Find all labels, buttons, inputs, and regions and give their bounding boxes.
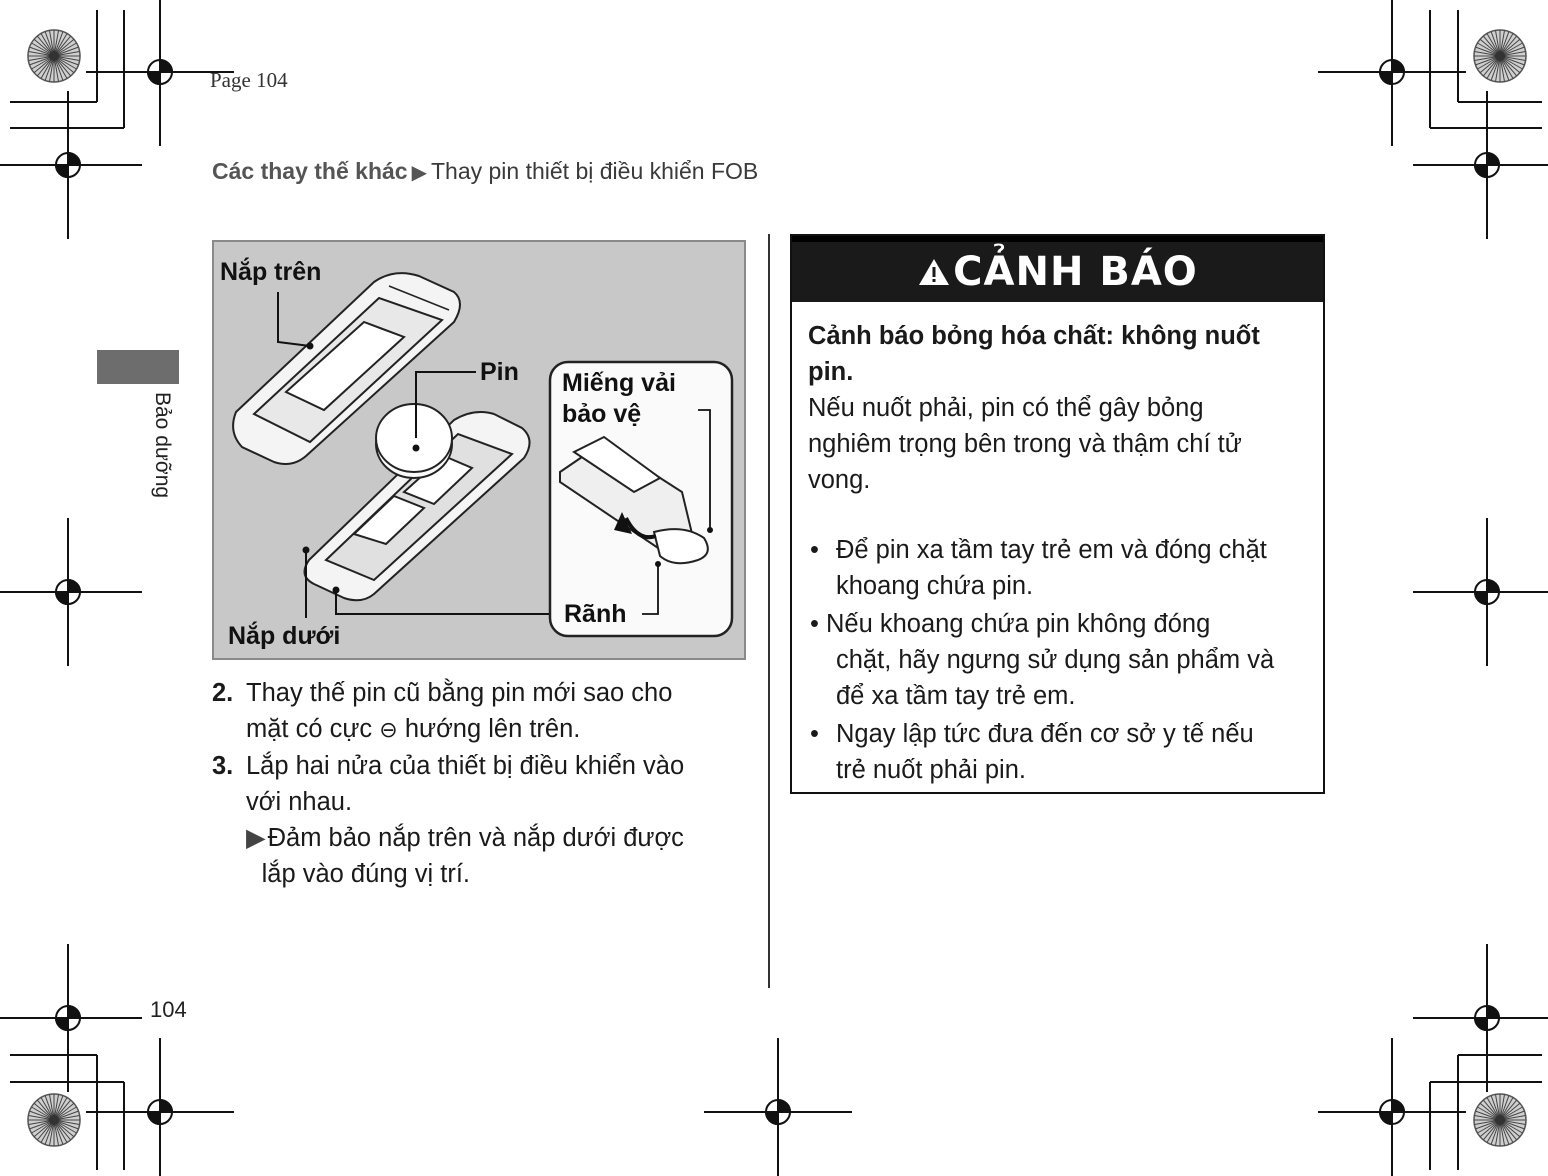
chapter-tab xyxy=(97,350,179,384)
step-text: Lắp hai nửa của thiết bị điều khiển vào xyxy=(246,752,685,780)
step-text: với nhau. xyxy=(246,788,353,816)
fob-illustration xyxy=(214,242,744,658)
bullet-text: Nếu khoang chứa pin không đóng xyxy=(826,610,1211,638)
warning-body xyxy=(792,302,1323,788)
note-text: Đảm bảo nắp trên và nắp dưới được xyxy=(267,824,684,852)
warning-heading: CẢNH BÁO xyxy=(953,249,1198,295)
warning-bullet xyxy=(808,716,1309,788)
registration-crosshair-icon xyxy=(0,518,142,666)
color-rosette-icon xyxy=(28,1094,80,1146)
warning-title-line: Cảnh báo bỏng hóa chất: không nuốt xyxy=(808,322,1260,350)
warning-bullet xyxy=(808,532,1309,604)
label-protective-cloth-line2: bảo vệ xyxy=(562,400,642,428)
step-text: mặt có cực xyxy=(246,715,373,743)
chapter-tab-label: Bảo dưỡng xyxy=(151,392,174,499)
label-top-cover: Nắp trên xyxy=(220,258,322,286)
label-protective-cloth-line1: Miếng vải xyxy=(562,369,676,397)
warning-box xyxy=(790,234,1325,794)
fob-battery-figure xyxy=(212,240,746,660)
step-3-note xyxy=(246,820,752,892)
note-arrow-icon: ▶ xyxy=(246,824,266,852)
step-number: 2. xyxy=(212,679,234,707)
warning-text-line: nghiêm trọng bên trong và thậm chí tử xyxy=(808,430,1242,458)
warning-text-line: vong. xyxy=(808,466,871,494)
procedure-steps xyxy=(212,675,752,892)
registration-crosshair-icon xyxy=(1413,91,1548,239)
bullet-text: Để pin xa tầm tay trẻ em và đóng chặt xyxy=(836,536,1267,564)
step-number: 3. xyxy=(212,752,234,780)
registration-crosshair-icon xyxy=(0,944,142,1092)
warning-bullets xyxy=(808,532,1309,788)
breadcrumb-topic: Thay pin thiết bị điều khiển FOB xyxy=(430,158,759,184)
color-rosette-icon xyxy=(1474,1094,1526,1146)
warning-triangle-icon xyxy=(917,257,951,287)
note-text: lắp vào đúng vị trí. xyxy=(261,860,470,888)
warning-title-line: pin. xyxy=(808,358,854,386)
bullet-text: Ngay lập tức đưa đến cơ sở y tế nếu xyxy=(836,720,1254,748)
bullet-text: khoang chứa pin. xyxy=(836,572,1034,600)
registration-crosshair-icon xyxy=(1318,0,1466,146)
breadcrumb-section: Các thay thế khác xyxy=(212,158,408,184)
breadcrumb-arrow-icon: ▶ xyxy=(411,162,427,184)
negative-terminal-icon: ⊖ xyxy=(379,717,398,742)
bullet-dot: • xyxy=(810,720,819,748)
step-3 xyxy=(212,748,752,820)
label-protective-cloth xyxy=(562,368,676,430)
warning-bullet xyxy=(808,606,1309,714)
registration-crosshair-icon xyxy=(1318,1038,1466,1176)
warning-header xyxy=(792,236,1323,302)
step-text: Thay thế pin cũ bằng pin mới sao cho xyxy=(246,679,673,707)
step-2 xyxy=(212,675,752,748)
bullet-dot: • xyxy=(810,536,819,564)
registration-crosshair-icon xyxy=(1413,518,1548,666)
warning-text-line: Nếu nuốt phải, pin có thể gây bỏng xyxy=(808,394,1204,422)
bullet-text: chặt, hãy ngưng sử dụng sản phẩm và xyxy=(836,646,1275,674)
warning-title xyxy=(808,318,1309,390)
color-rosette-icon xyxy=(1474,30,1526,82)
registration-crosshair-icon xyxy=(0,91,142,239)
page-label: Page 104 xyxy=(210,68,288,92)
label-bottom-cover: Nắp dưới xyxy=(228,622,341,650)
registration-crosshair-icon xyxy=(704,1038,852,1176)
step-text: hướng lên trên. xyxy=(404,715,581,743)
registration-crosshair-icon xyxy=(1413,944,1548,1092)
bullet-text: trẻ nuốt phải pin. xyxy=(836,756,1026,784)
registration-crosshair-icon xyxy=(86,1038,234,1176)
label-battery: Pin xyxy=(480,358,519,386)
bullet-dot: • xyxy=(810,610,819,638)
column-divider xyxy=(768,234,770,988)
breadcrumb xyxy=(212,158,758,185)
color-rosette-icon xyxy=(28,30,80,82)
bullet-text: để xa tầm tay trẻ em. xyxy=(836,682,1076,710)
warning-text xyxy=(808,390,1309,498)
page-number: 104 xyxy=(150,997,187,1022)
label-slot: Rãnh xyxy=(564,600,627,628)
